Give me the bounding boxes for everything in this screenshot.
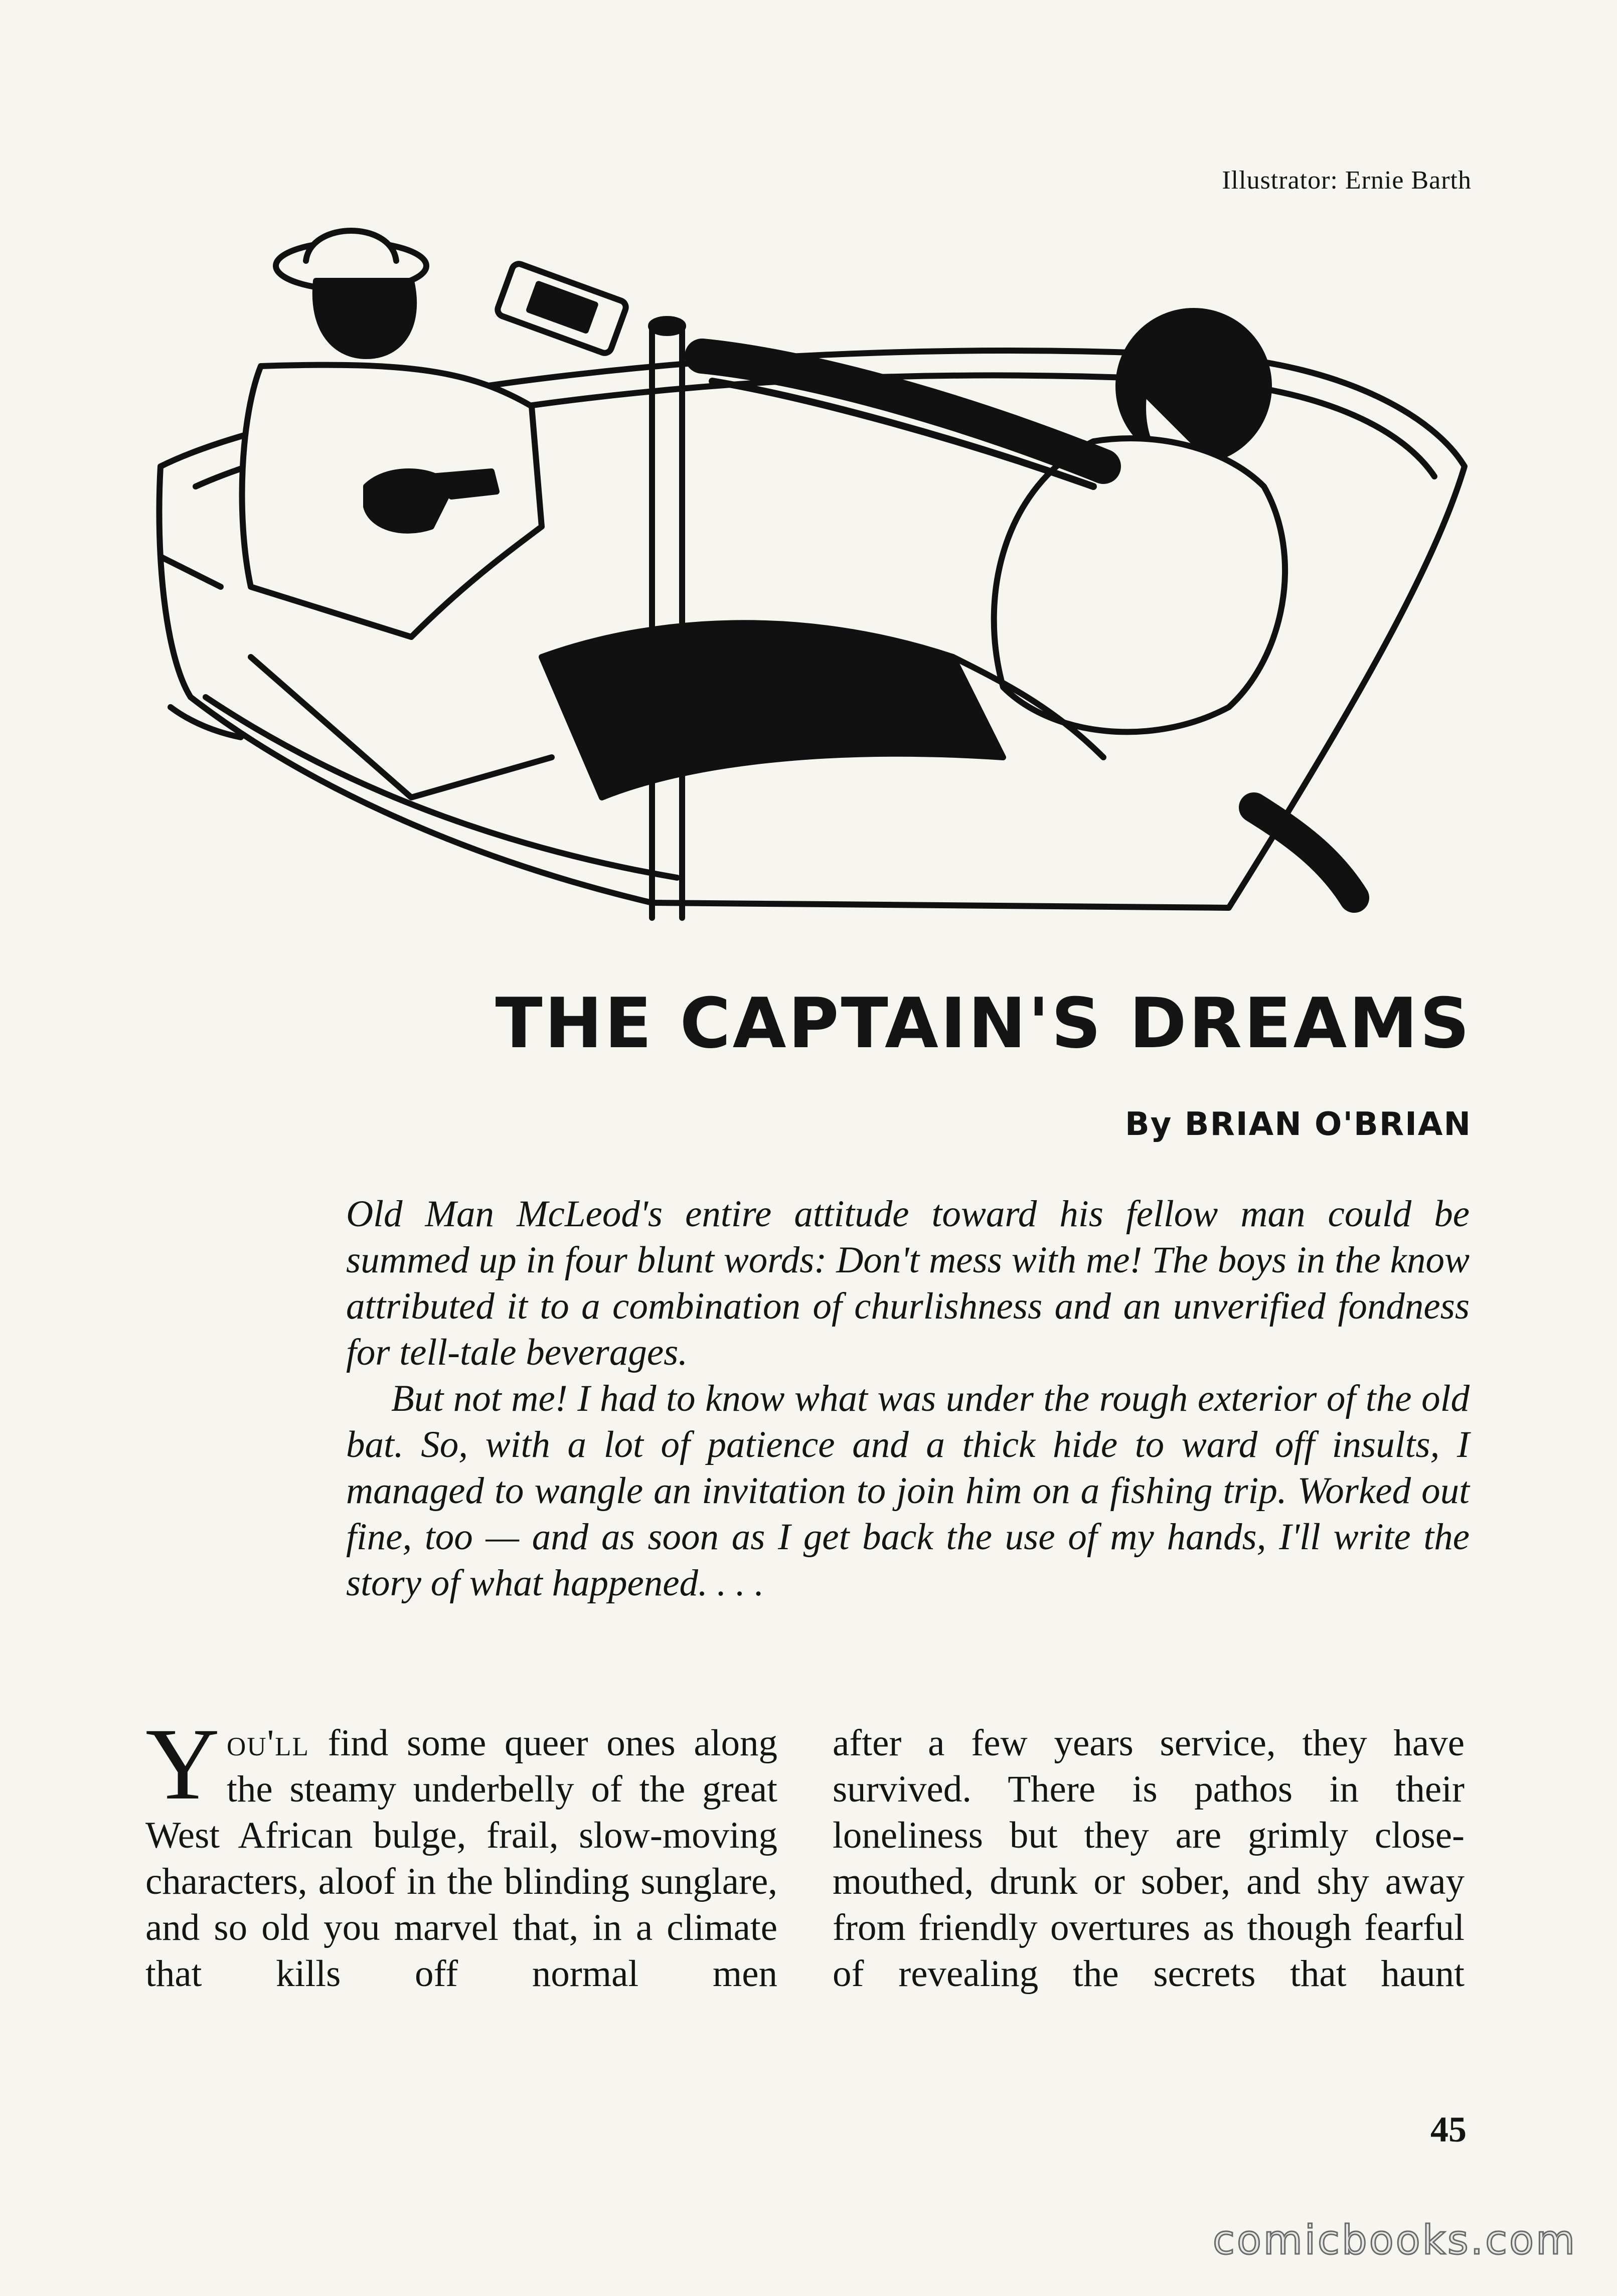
author-byline: By BRIAN O'BRIAN (1125, 1106, 1472, 1143)
body-text-left: find some queer ones along the steamy underbelly of the great West African bulge, frail, slow-moving characters, aloof in the blinding sunglare, and so old you marvel that, in a climate that kills off normal men (145, 1722, 777, 1995)
story-intro (346, 1191, 1470, 1606)
page-number: 45 (1430, 2109, 1467, 2150)
two-men-in-rowboat-illustration (150, 206, 1475, 923)
intro-paragraph: But not me! I had to know what was under the rough exterior of the old bat. So, with a lot of patience and a thick hide to ward off insults, I managed to wangle an invitation to join him on a fishing trip. Worked out fine, too — and as soon as I get back the use of my hands, I'll write the story of what happened. . . . (346, 1378, 1470, 1604)
watermark: comicbooks.com (1212, 2217, 1577, 2263)
drop-cap: Y (145, 1707, 220, 1821)
body-column-left (145, 1707, 777, 1997)
story-title: THE CAPTAIN'S DREAMS (495, 983, 1472, 1064)
intro-paragraph: Old Man McLeod's entire attitude toward his fellow man could be summed up in four blunt words: Don't mess with me! The boys in the know attributed it to a combination of churlishness and an unverified fondness for tell-tale beverages. (346, 1193, 1470, 1373)
body-column-right: after a few years service, they have survived. There is pathos in their loneliness but they are grimly close-mouthed, drunk or sober, and shy away from friendly overtures as though fearful of revealing the secrets that haunt (833, 1722, 1465, 1995)
illustrator-credit: Illustrator: Ernie Barth (1222, 166, 1472, 195)
lead-smallcaps: ou'll (227, 1722, 309, 1764)
